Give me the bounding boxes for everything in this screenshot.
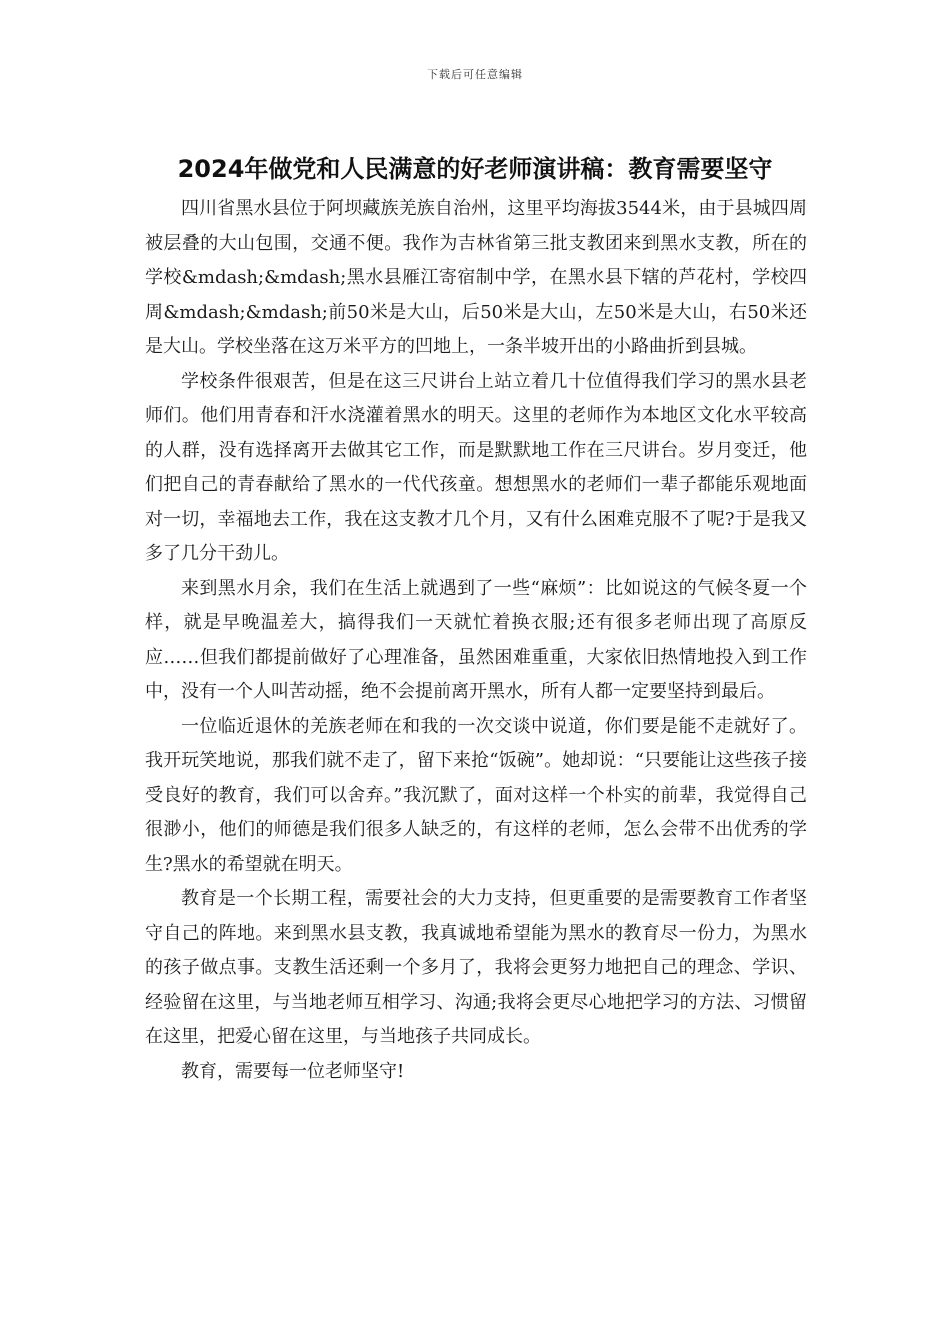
paragraph: 四川省黑水县位于阿坝藏族羌族自治州，这里平均海拔3544米，由于县城四周被层叠的大山包围，交通不便。我作为吉林省第三批支教团来到黑水支教，所在的学校&mdash;&mdash;黑水县雁江寄宿制中学，在黑水县下辖的芦花村，学校四周&mdash;&mdash;前50米是大山，后50米是大山，左50米是大山，右50米还是大山。学校坐落在这万米平方的凹地上，一条半坡开出的小路曲折到县城。 xyxy=(145,198,807,357)
paragraph: 教育，需要每一位老师坚守! xyxy=(181,1060,405,1082)
paragraph: 来到黑水月余，我们在生活上就遇到了一些“麻烦”：比如说这的气候冬夏一个样，就是早晚温差大，搞得我们一天就忙着换衣服;还有很多老师出现了高原反应……但我们都提前做好了心理准备，虽然困难重重，大家依旧热情地投入到工作中，没有一个人叫苦动摇，绝不会提前离开黑水，所有人都一定要坚持到最后。 xyxy=(145,577,807,702)
header-note: 下载后可任意编辑 xyxy=(427,68,523,81)
paragraph: 教育是一个长期工程，需要社会的大力支持，但更重要的是需要教育工作者坚守自己的阵地。来到黑水县支教，我真诚地希望能为黑水的教育尽一份力，为黑水的孩子做点事。支教生活还剩一个多月了，我将会更努力地把自己的理念、学识、经验留在这里，与当地老师互相学习、沟通;我将会更尽心地把学习的方法、习惯留在这里，把爱心留在这里，与当地孩子共同成长。 xyxy=(145,888,807,1047)
document-title: 2024年做党和人民满意的好老师演讲稿：教育需要坚守 xyxy=(177,155,773,183)
paragraph: 一位临近退休的羌族老师在和我的一次交谈中说道，你们要是能不走就好了。我开玩笑地说，那我们就不走了，留下来抢“饭碗”。她却说：“只要能让这些孩子接受良好的教育，我们可以舍弃。”我沉默了，面对这样一个朴实的前辈，我觉得自己很渺小，他们的师德是我们很多人缺乏的，有这样的老师，怎么会带不出优秀的学生?黑水的希望就在明天。 xyxy=(145,715,807,875)
document-body xyxy=(145,192,807,1089)
paragraph: 学校条件很艰苦，但是在这三尺讲台上站立着几十位值得我们学习的黑水县老师们。他们用青春和汗水浇灌着黑水的明天。这里的老师作为本地区文化水平较高的人群，没有选择离开去做其它工作，而是默默地工作在三尺讲台。岁月变迁，他们把自己的青春献给了黑水的一代代孩童。想想黑水的老师们一辈子都能乐观地面对一切，幸福地去工作，我在这支教才几个月，又有什么困难克服不了呢?于是我又多了几分干劲儿。 xyxy=(145,370,807,564)
